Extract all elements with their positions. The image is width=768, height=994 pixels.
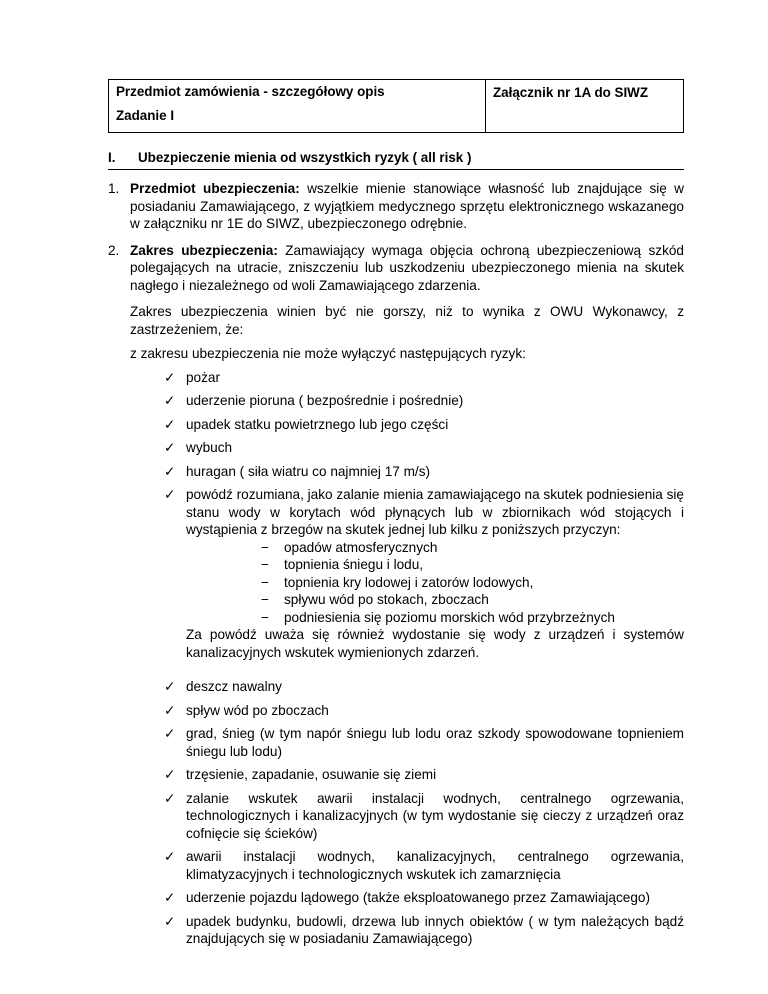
checkmark-icon: ✓ bbox=[164, 679, 176, 694]
item-text: Zamawiający wymaga objęcia ochroną ubezpieczeniową szkód polegających na utracie, zniszczeniu lub uszkodzeniu ubezpieczonego mienia na skutek nagłego i niezależnego od woli Zamawiającego zdarzenia. bbox=[130, 242, 684, 293]
scope-paragraph: Zakres ubezpieczenia winien być nie gorszy, niż to wynika z OWU Wykonawcy, z zastrzeżeniem, że: bbox=[130, 304, 684, 337]
risk-text: powódź rozumiana, jako zalanie mienia zamawiającego na skutek podniesienia się stanu wody w korytach wód płynących lub w zbiornikach wód stojących i wystąpienia z brzegów na skutek jednej lub kilku z poniższych przyczyn: bbox=[186, 487, 684, 537]
list-item-flood bbox=[108, 486, 684, 661]
list-item bbox=[108, 702, 684, 720]
item-number: 2. bbox=[108, 242, 120, 258]
risk-text: spływ wód po zboczach bbox=[186, 702, 329, 718]
risk-text: zalanie wskutek awarii instalacji wodnych, centralnego ogrzewania, technologicznych i kanalizacyjnych (w tym wydostanie się cieczy z urządzeń oraz cofnięcie się ścieków) bbox=[186, 790, 684, 841]
list-item bbox=[108, 848, 684, 883]
checkmark-icon: ✓ bbox=[164, 369, 176, 385]
risk-text: deszcz nawalny bbox=[186, 679, 282, 694]
exclusion-intro: z zakresu ubezpieczenia nie może wyłączyć następujących ryzyk: bbox=[130, 346, 526, 361]
checkmark-icon: ✓ bbox=[164, 702, 176, 718]
item-text: wszelkie mienie stanowiące własność lub znajdujące się w posiadaniu Zamawiającego, z wyjątkiem medycznego sprzętu elektronicznego wskazanego w załączniku nr 1E do SIWZ, ubezpieczonego odrębnie. bbox=[130, 181, 684, 231]
risk-text: trzęsienie, zapadanie, osuwanie się ziemi bbox=[186, 767, 437, 782]
checkmark-icon: ✓ bbox=[164, 913, 176, 929]
header-subject-cell bbox=[109, 80, 486, 133]
subject-title: Przedmiot zamówienia - szczegółowy opis bbox=[116, 84, 385, 99]
risk-text: upadek budynku, budowli, drzewa lub innych obiektów ( w tym należących bądź znajdujących się w posiadaniu Zamawiającego) bbox=[186, 913, 684, 946]
list-item bbox=[108, 369, 684, 387]
dash-icon: − bbox=[261, 557, 269, 572]
dash-icon: − bbox=[261, 539, 269, 555]
list-item bbox=[108, 889, 684, 907]
checkmark-icon: ✓ bbox=[164, 849, 176, 864]
risk-text: upadek statku powietrznego lub jego części bbox=[186, 416, 449, 432]
item-subject bbox=[108, 180, 684, 233]
list-item bbox=[108, 790, 684, 843]
attachment-label: Załącznik nr 1A do SIWZ bbox=[493, 85, 649, 100]
list-item bbox=[108, 463, 684, 481]
checkmark-icon: ✓ bbox=[164, 463, 176, 479]
risk-text: awarii instalacji wodnych, kanalizacyjnych, centralnego ogrzewania, klimatyzacyjnych i technologicznych wskutek ich zamarznięcia bbox=[186, 849, 684, 882]
flood-note: Za powódź uważa się również wydostanie się wody z urządzeń i systemów kanalizacyjnych wskutek wymienionych zdarzeń. bbox=[186, 627, 684, 660]
list-item bbox=[186, 574, 684, 592]
checkmark-icon: ✓ bbox=[164, 393, 176, 408]
item-label: Zakres ubezpieczenia: bbox=[130, 242, 278, 258]
dash-icon: − bbox=[261, 574, 269, 590]
list-item bbox=[186, 609, 684, 627]
list-item bbox=[108, 766, 684, 784]
checkmark-icon: ✓ bbox=[164, 890, 176, 905]
list-item bbox=[108, 439, 684, 457]
risk-text: grad, śnieg (w tym napór śniegu lub lodu oraz szkody spowodowane topnieniem śniegu lub lodu) bbox=[186, 726, 684, 759]
dash-icon: − bbox=[261, 609, 269, 625]
cause-text: topnienia śniegu i lodu, bbox=[284, 557, 424, 572]
risk-text: pożar bbox=[186, 369, 221, 385]
cause-text: podniesienia się poziomu morskich wód przybrzeżnych bbox=[284, 609, 615, 625]
header-table bbox=[108, 79, 684, 133]
risk-text: huragan ( siła wiatru co najmniej 17 m/s) bbox=[186, 463, 431, 479]
task-label: Zadanie I bbox=[116, 108, 175, 123]
checkmark-icon: ✓ bbox=[164, 487, 176, 502]
header-attachment-cell bbox=[486, 80, 684, 133]
list-item bbox=[108, 678, 684, 696]
list-item bbox=[186, 556, 684, 574]
document-body bbox=[108, 180, 684, 948]
list-item bbox=[108, 913, 684, 948]
list-item bbox=[186, 591, 684, 609]
section-title: Ubezpieczenie mienia od wszystkich ryzyk ( all risk ) bbox=[138, 150, 472, 165]
item-scope bbox=[108, 242, 684, 363]
list-item bbox=[108, 392, 684, 410]
cause-text: opadów atmosferycznych bbox=[284, 539, 438, 555]
item-number: 1. bbox=[108, 181, 120, 196]
risk-text: wybuch bbox=[186, 440, 233, 455]
list-item bbox=[108, 725, 684, 760]
checkmark-icon: ✓ bbox=[164, 790, 176, 806]
cause-text: spływu wód po stokach, zboczach bbox=[284, 592, 489, 607]
flood-cause-list bbox=[186, 539, 684, 627]
cause-text: topnienia kry lodowej i zatorów lodowych, bbox=[284, 574, 534, 590]
checkmark-icon: ✓ bbox=[164, 767, 176, 782]
dash-icon: − bbox=[261, 592, 269, 607]
checkmark-icon: ✓ bbox=[164, 726, 176, 741]
section-number: I. bbox=[108, 150, 116, 165]
risk-text: uderzenie pioruna ( bezpośrednie i pośrednie) bbox=[186, 393, 464, 408]
list-item bbox=[108, 416, 684, 434]
risk-list bbox=[108, 369, 684, 948]
list-item bbox=[186, 539, 684, 557]
checkmark-icon: ✓ bbox=[164, 416, 176, 432]
risk-text: uderzenie pojazdu lądowego (także eksploatowanego przez Zamawiającego) bbox=[186, 890, 650, 905]
checkmark-icon: ✓ bbox=[164, 440, 176, 455]
section-heading bbox=[108, 150, 684, 170]
item-label: Przedmiot ubezpieczenia: bbox=[130, 181, 300, 196]
